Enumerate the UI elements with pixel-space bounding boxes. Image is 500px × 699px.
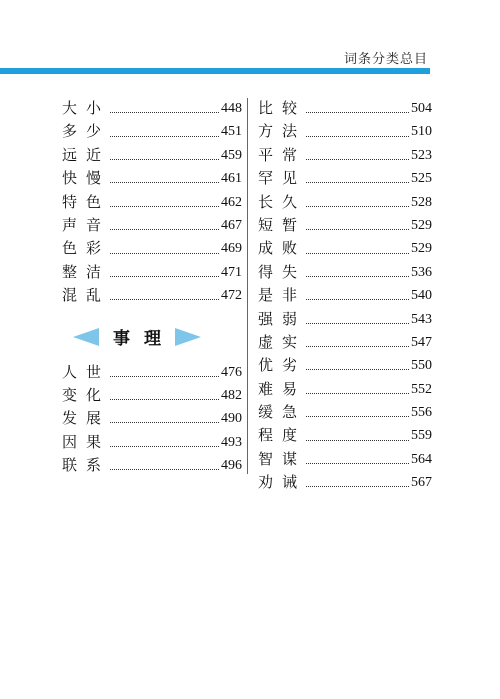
toc-entry[interactable] bbox=[258, 471, 432, 494]
toc-entry[interactable] bbox=[258, 354, 432, 377]
entry-second-char: 果 bbox=[86, 432, 102, 451]
entry-first-char: 虚 bbox=[258, 332, 274, 351]
toc-entry[interactable] bbox=[258, 144, 432, 167]
leader-dots bbox=[110, 229, 219, 230]
page-number: 496 bbox=[221, 458, 242, 474]
toc-entry[interactable] bbox=[258, 261, 432, 284]
entry-second-char: 系 bbox=[86, 456, 102, 475]
entry-second-char: 慢 bbox=[86, 169, 102, 188]
leader-dots bbox=[110, 276, 219, 277]
entry-second-char: 见 bbox=[282, 169, 298, 188]
entry-first-char: 变 bbox=[62, 385, 78, 404]
entry-second-char: 实 bbox=[282, 332, 298, 351]
entry-second-char: 诫 bbox=[282, 473, 298, 492]
toc-entry[interactable] bbox=[62, 261, 242, 284]
leader-dots bbox=[306, 416, 409, 417]
leader-dots bbox=[306, 463, 409, 464]
entry-first-char: 多 bbox=[62, 122, 78, 141]
entry-first-char: 得 bbox=[258, 262, 274, 281]
toc-entry[interactable] bbox=[62, 167, 242, 190]
entry-second-char: 化 bbox=[86, 385, 102, 404]
page-number: 469 bbox=[221, 241, 242, 257]
page-number: 559 bbox=[411, 428, 432, 444]
entry-first-char: 短 bbox=[258, 215, 274, 234]
toc-entry[interactable] bbox=[62, 191, 242, 214]
entry-first-char: 长 bbox=[258, 192, 274, 211]
toc-entry[interactable] bbox=[258, 378, 432, 401]
toc-entry[interactable] bbox=[62, 237, 242, 260]
header-rule bbox=[0, 68, 430, 74]
leader-dots bbox=[306, 112, 409, 113]
leader-dots bbox=[110, 399, 219, 400]
entry-second-char: 彩 bbox=[86, 239, 102, 258]
page-number: 476 bbox=[221, 364, 242, 380]
entry-first-char: 强 bbox=[258, 309, 274, 328]
leader-dots bbox=[306, 136, 409, 137]
page-number: 448 bbox=[221, 101, 242, 116]
leader-dots bbox=[306, 346, 409, 347]
entry-second-char: 非 bbox=[282, 286, 298, 305]
toc-entry[interactable] bbox=[62, 214, 242, 237]
page-number: 528 bbox=[411, 194, 432, 210]
entry-first-char: 缓 bbox=[258, 403, 274, 422]
toc-entry[interactable] bbox=[258, 448, 432, 471]
toc-entry[interactable] bbox=[258, 191, 432, 214]
entry-second-char: 展 bbox=[86, 409, 102, 428]
page-number: 550 bbox=[411, 358, 432, 374]
entry-first-char: 程 bbox=[258, 426, 274, 445]
entry-second-char: 暂 bbox=[282, 215, 298, 234]
page-number: 564 bbox=[411, 451, 432, 467]
entry-first-char: 大 bbox=[62, 99, 78, 117]
leader-dots bbox=[110, 159, 219, 160]
entry-first-char: 快 bbox=[62, 169, 78, 188]
entry-second-char: 谋 bbox=[282, 449, 298, 468]
leader-dots bbox=[110, 299, 219, 300]
leader-dots bbox=[306, 253, 409, 254]
entry-second-char: 败 bbox=[282, 239, 298, 258]
entry-second-char: 音 bbox=[86, 215, 102, 234]
leader-dots bbox=[110, 112, 219, 113]
page-number: 556 bbox=[411, 405, 432, 421]
entry-second-char: 易 bbox=[282, 379, 298, 398]
leader-dots bbox=[306, 440, 409, 441]
entry-first-char: 声 bbox=[62, 215, 78, 234]
toc-entry[interactable] bbox=[62, 144, 242, 167]
page-number: 459 bbox=[221, 147, 242, 163]
page-number: 543 bbox=[411, 311, 432, 327]
entry-second-char: 度 bbox=[282, 426, 298, 445]
entry-second-char: 小 bbox=[86, 99, 102, 117]
leader-dots bbox=[306, 369, 409, 370]
toc-entry[interactable] bbox=[258, 424, 432, 447]
toc-entry[interactable] bbox=[62, 120, 242, 143]
section-heading bbox=[62, 317, 212, 357]
entry-first-char: 发 bbox=[62, 409, 78, 428]
entry-first-char: 平 bbox=[258, 145, 274, 164]
page-number: 540 bbox=[411, 288, 432, 304]
leader-dots bbox=[110, 422, 219, 423]
toc-entry[interactable] bbox=[258, 308, 432, 331]
entry-second-char: 世 bbox=[86, 362, 102, 381]
page-number: 525 bbox=[411, 171, 432, 187]
page-number: 536 bbox=[411, 264, 432, 280]
page-number: 493 bbox=[221, 434, 242, 450]
toc-entry[interactable] bbox=[62, 97, 242, 120]
toc-entry[interactable] bbox=[62, 454, 242, 477]
entry-second-char: 少 bbox=[86, 122, 102, 141]
toc-entry[interactable] bbox=[62, 431, 242, 454]
leader-dots bbox=[110, 446, 219, 447]
leader-dots bbox=[306, 159, 409, 160]
leader-dots bbox=[306, 486, 409, 487]
left-column bbox=[62, 97, 242, 477]
leader-dots bbox=[110, 206, 219, 207]
leader-dots bbox=[306, 206, 409, 207]
leader-dots bbox=[110, 136, 219, 137]
page-number: 567 bbox=[411, 475, 432, 491]
entry-first-char: 难 bbox=[258, 379, 274, 398]
column-divider bbox=[247, 98, 248, 474]
page-number: 510 bbox=[411, 124, 432, 140]
entry-first-char: 智 bbox=[258, 449, 274, 468]
toc-entry[interactable] bbox=[62, 384, 242, 407]
entry-first-char: 联 bbox=[62, 456, 78, 475]
entry-second-char: 色 bbox=[86, 192, 102, 211]
right-arrow-icon bbox=[175, 328, 201, 346]
entry-first-char: 因 bbox=[62, 432, 78, 451]
entry-second-char: 失 bbox=[282, 262, 298, 281]
entry-second-char: 久 bbox=[282, 192, 298, 211]
entry-first-char: 优 bbox=[258, 356, 274, 375]
leader-dots bbox=[306, 299, 409, 300]
toc-entry[interactable] bbox=[258, 214, 432, 237]
page-header-title: 词条分类总目 bbox=[343, 52, 428, 67]
page-number: 472 bbox=[221, 288, 242, 304]
entry-first-char: 特 bbox=[62, 192, 78, 211]
leader-dots bbox=[306, 323, 409, 324]
toc-entry[interactable] bbox=[258, 284, 432, 307]
toc-entry[interactable] bbox=[62, 284, 242, 307]
entry-second-char: 急 bbox=[282, 403, 298, 422]
entry-first-char: 方 bbox=[258, 122, 274, 141]
entry-second-char: 近 bbox=[86, 145, 102, 164]
page-number: 547 bbox=[411, 334, 432, 350]
entry-second-char: 劣 bbox=[282, 356, 298, 375]
entry-first-char: 劝 bbox=[258, 473, 274, 492]
entry-first-char: 整 bbox=[62, 262, 78, 281]
entry-first-char: 混 bbox=[62, 286, 78, 305]
entry-second-char: 较 bbox=[282, 99, 298, 117]
leader-dots bbox=[110, 469, 219, 470]
section-title: 事理 bbox=[113, 329, 175, 350]
leader-dots bbox=[110, 182, 219, 183]
leader-dots bbox=[110, 376, 219, 377]
entry-first-char: 罕 bbox=[258, 169, 274, 188]
page-number: 467 bbox=[221, 217, 242, 233]
section-entry-list bbox=[62, 361, 242, 478]
entry-second-char: 弱 bbox=[282, 309, 298, 328]
page-number: 552 bbox=[411, 381, 432, 397]
entry-first-char: 成 bbox=[258, 239, 274, 258]
entry-second-char: 乱 bbox=[86, 286, 102, 305]
page-number: 490 bbox=[221, 411, 242, 427]
leader-dots bbox=[110, 253, 219, 254]
toc-entry[interactable] bbox=[258, 167, 432, 190]
left-arrow-icon bbox=[73, 328, 99, 346]
toc-entry[interactable] bbox=[258, 97, 432, 120]
toc-entry[interactable] bbox=[62, 361, 242, 384]
page-number: 451 bbox=[221, 124, 242, 140]
right-column bbox=[258, 97, 432, 495]
leader-dots bbox=[306, 182, 409, 183]
entry-first-char: 人 bbox=[62, 362, 78, 381]
leader-dots bbox=[306, 393, 409, 394]
entry-first-char: 比 bbox=[258, 99, 274, 117]
toc-entry[interactable] bbox=[258, 401, 432, 424]
toc-entry[interactable] bbox=[258, 237, 432, 260]
page-number: 482 bbox=[221, 387, 242, 403]
page-number: 471 bbox=[221, 264, 242, 280]
entry-first-char: 色 bbox=[62, 239, 78, 258]
entry-first-char: 远 bbox=[62, 145, 78, 164]
page-number: 529 bbox=[411, 241, 432, 257]
left-entry-list bbox=[62, 97, 242, 308]
toc-entry[interactable] bbox=[258, 120, 432, 143]
entry-first-char: 是 bbox=[258, 286, 274, 305]
right-entry-list bbox=[258, 97, 432, 495]
page-number: 461 bbox=[221, 171, 242, 187]
page-number: 523 bbox=[411, 147, 432, 163]
entry-second-char: 洁 bbox=[86, 262, 102, 281]
page-number: 504 bbox=[411, 101, 432, 116]
toc-entry[interactable] bbox=[258, 331, 432, 354]
leader-dots bbox=[306, 276, 409, 277]
page-number: 462 bbox=[221, 194, 242, 210]
entry-second-char: 常 bbox=[282, 145, 298, 164]
toc-entry[interactable] bbox=[62, 407, 242, 430]
leader-dots bbox=[306, 229, 409, 230]
entry-second-char: 法 bbox=[282, 122, 298, 141]
page-number: 529 bbox=[411, 217, 432, 233]
